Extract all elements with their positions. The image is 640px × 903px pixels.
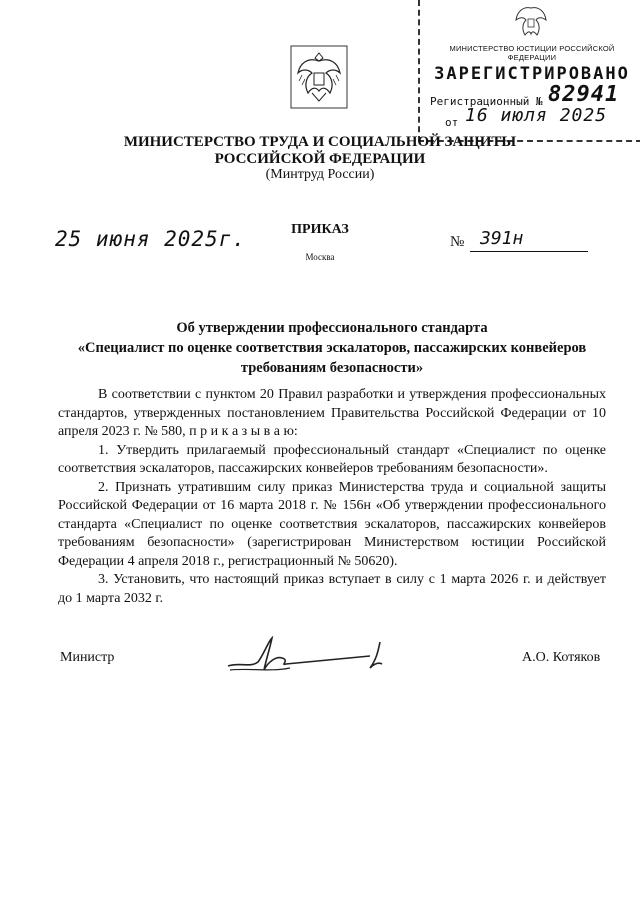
heading-line1: Об утверждении профессионального стандарта [176,320,488,336]
ministry-title-line2: РОССИЙСКОЙ ФЕДЕРАЦИИ [214,151,426,167]
ministry-title [80,134,560,168]
coat-of-arms-icon [290,45,348,109]
heading-line3: требованиям безопасности» [240,360,424,376]
stamp-number: 82941 [548,82,620,107]
document-heading [58,318,606,378]
stamp-emblem-icon [512,4,550,44]
order-title: ПРИКАЗ [291,222,349,237]
stamp-date: 16 июля 2025 [465,105,608,126]
signer-title: Министр [60,650,115,665]
stamp-registered: ЗАРЕГИСТРИРОВАНО [434,64,630,84]
signer-name: А.О. Котяков [522,650,601,665]
body-item-3: 3. Установить, что настоящий приказ вступает в силу с 1 марта 2026 г. и действует до 1 марта 2032 г. [58,572,606,606]
body-intro: В соответствии с пунктом 20 Правил разработки и утверждения профессиональных стандартов, утвержденных постановлением Правительства Российской Федерации от 10 апреля 2023 г. № 580, п р и к а з ы в а ю: [58,387,606,439]
body-item-1: 1. Утвердить прилагаемый профессиональный стандарт «Специалист по оценке соответствия эскалаторов, пассажирских конвейеров требованиям безопасности». [58,442,606,476]
document-body [58,386,606,608]
order-number-underline [470,251,588,252]
order-number: 391н [480,228,524,249]
order-date: 25 июня 2025г. [55,227,247,251]
stamp-ministry: МИНИСТЕРСТВО ЮСТИЦИИ РОССИЙСКОЙ ФЕДЕРАЦИИ [449,44,615,62]
registration-stamp [418,0,640,142]
order-number-label: № [450,234,465,250]
stamp-date-label: от [445,116,459,129]
order-city: Москва [305,252,335,262]
heading-line2: «Специалист по оценке соответствия эскалаторов, пассажирских конвейеров [77,340,587,356]
handwritten-signature [220,632,400,680]
ministry-title-line1: МИНИСТЕРСТВО ТРУДА И СОЦИАЛЬНОЙ ЗАЩИТЫ [123,134,517,150]
stamp-number-label: Регистрационный № [430,95,543,108]
ministry-short-name: (Минтруд России) [265,167,375,182]
body-item-2: 2. Признать утратившим силу приказ Министерства труда и социальной защиты Российской Федерации от 16 марта 2018 г. № 156н «Об утверждении профессионального стандарта «Специалист по оценке соответствия эскалаторов, пассажирских конвейеров требованиям безопасности» (зарегистрирован Министерством юстиции Российской Федерации 4 апреля 2018 г., регистрационный № 50620). [58,479,606,569]
